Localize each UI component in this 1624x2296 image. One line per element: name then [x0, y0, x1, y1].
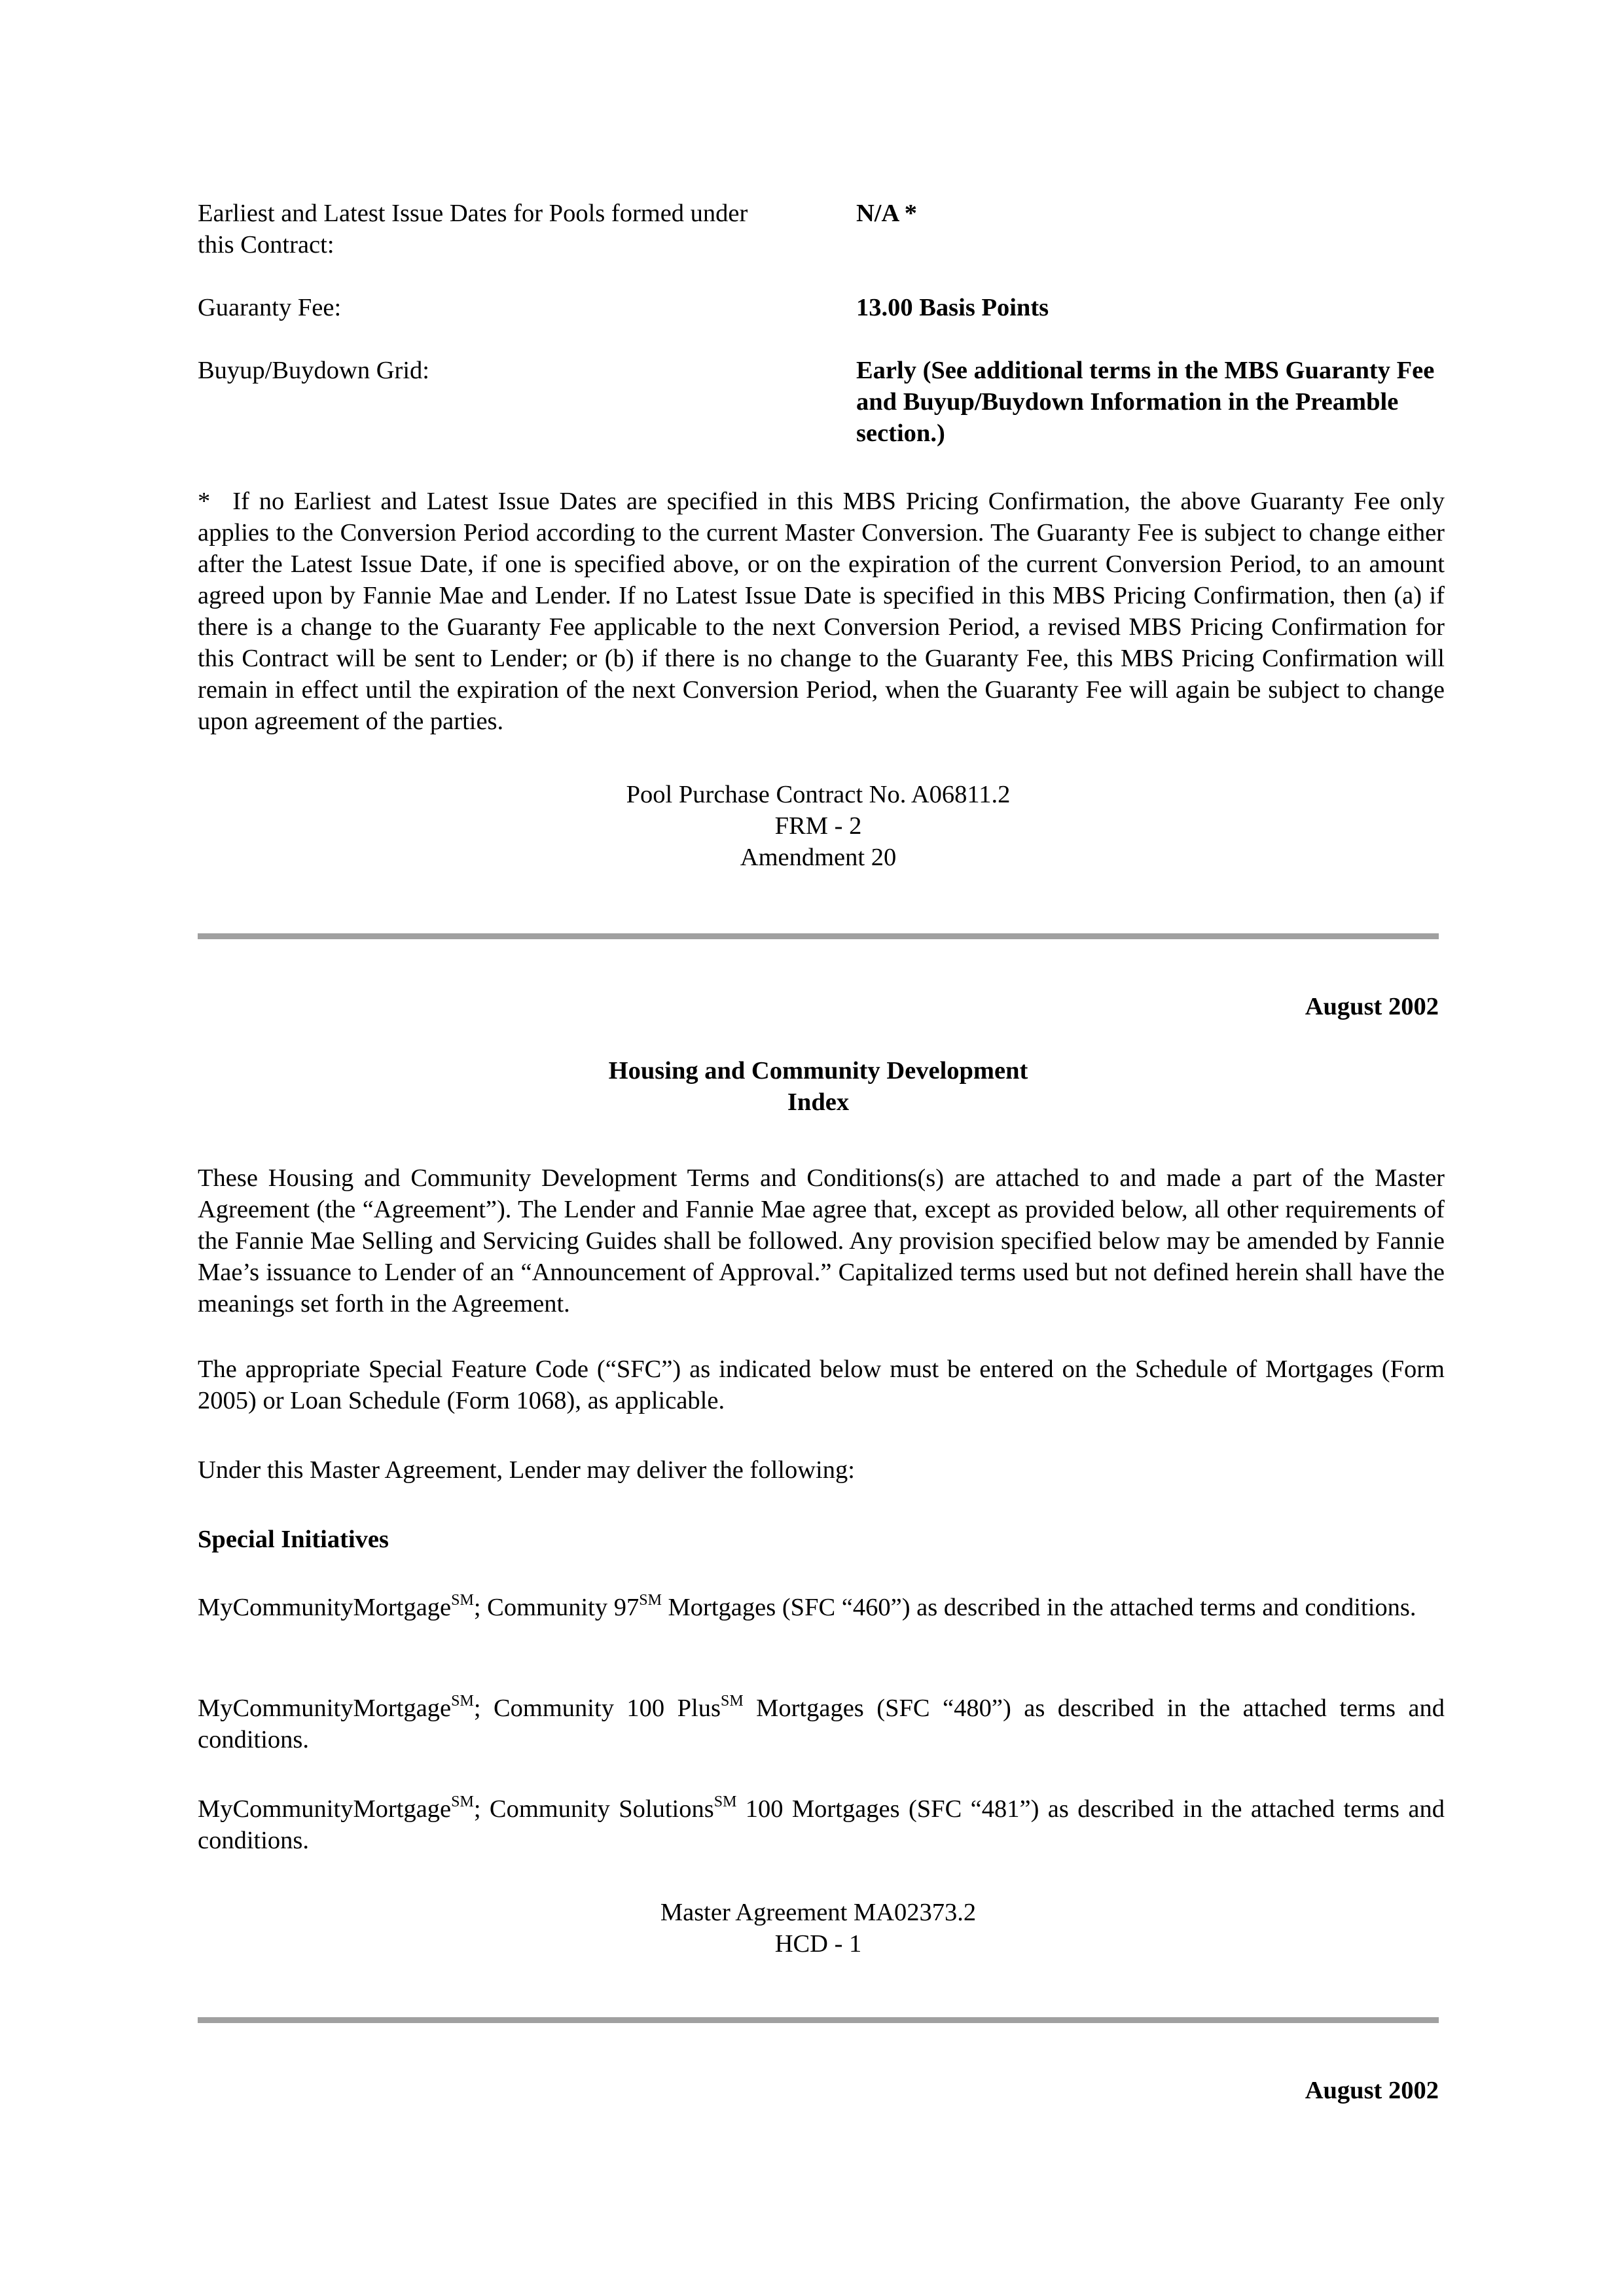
intro-paragraph: These Housing and Community Development Terms and Conditions(s) are attached to and made a part of the Master Agreement (the “Agreement”). The Lender and Fannie Mae agree that, except as provided below, all other requirements of the Fannie Mae Selling and Servicing Guides shall be followed. Any provision specified below may be amended by Fannie Mae’s issuance to Lender of an “Announcement of Approval.” Capitalized terms used but not defined herein shall have the meanings set forth in the Agreement. [198, 1164, 1445, 1318]
issue-dates-value: N/A * [856, 200, 918, 227]
heading-title: Housing and Community Development [608, 1057, 1028, 1085]
heading-index: Index [787, 1088, 850, 1116]
footer-frm: FRM - 2 [774, 812, 862, 840]
page-date: August 2002 [1305, 2077, 1439, 2104]
page-divider [198, 2017, 1439, 2023]
initiative-item: MyCommunityMortgage℠; Community 100 Plus℠ Mortgages (SFC “480”) as described in the attached terms and conditions. [198, 1693, 1445, 1753]
buyup-grid-value: Early (See additional terms in the MBS Guaranty Fee and Buyup/Buydown Information in the Preamble section.) [856, 357, 1435, 447]
footer-amendment: Amendment 20 [740, 844, 897, 871]
issue-dates-label: Earliest and Latest Issue Dates for Pools formed under this Contract: [198, 200, 748, 259]
buyup-grid-label: Buyup/Buydown Grid: [198, 357, 430, 384]
footer-hcd: HCD - 1 [774, 1930, 862, 1958]
guaranty-fee-label: Guaranty Fee: [198, 294, 342, 321]
page-footer-1 [198, 779, 1439, 873]
special-initiatives-heading: Special Initiatives [198, 1526, 389, 1553]
initiative-item: MyCommunityMortgage℠; Community Solutions℠ 100 Mortgages (SFC “481”) as described in the attached terms and conditions. [198, 1793, 1445, 1854]
guaranty-fee-value: 13.00 Basis Points [856, 294, 1049, 321]
page-footer-2 [198, 1897, 1439, 1960]
deliver-paragraph: Under this Master Agreement, Lender may deliver the following: [198, 1456, 855, 1484]
footer-contract-no: Pool Purchase Contract No. A06811.2 [626, 781, 1011, 808]
initiative-item: MyCommunityMortgage℠; Community 97℠ Mortgages (SFC “460”) as described in the attached terms and conditions. [198, 1592, 1416, 1621]
section-heading [198, 1055, 1439, 1118]
footnote-paragraph: * If no Earliest and Latest Issue Dates are specified in this MBS Pricing Confirmation, the above Guaranty Fee only applies to the Conversion Period according to the current Master Conversion. The Guaranty Fee is subject to change either after the Latest Issue Date, if one is specified above, or on the expiration of the current Conversion Period, to an amount agreed upon by Fannie Mae and Lender. If no Latest Issue Date is specified in this MBS Pricing Confirmation, then (a) if there is a change to the Guaranty Fee applicable to the next Conversion Period, a revised MBS Pricing Confirmation for this Contract will be sent to Lender; or (b) if there is no change to the Guaranty Fee, this MBS Pricing Confirmation will remain in effect until the expiration of the next Conversion Period, when the Guaranty Fee will again be subject to change upon agreement of the parties. [198, 488, 1445, 735]
sfc-paragraph: The appropriate Special Feature Code (“SFC”) as indicated below must be entered on the Schedule of Mortgages (Form 2005) or Loan Schedule (Form 1068), as applicable. [198, 1355, 1445, 1414]
page-divider [198, 933, 1439, 939]
footer-master-agreement: Master Agreement MA02373.2 [660, 1899, 977, 1926]
page-date: August 2002 [1305, 993, 1439, 1020]
